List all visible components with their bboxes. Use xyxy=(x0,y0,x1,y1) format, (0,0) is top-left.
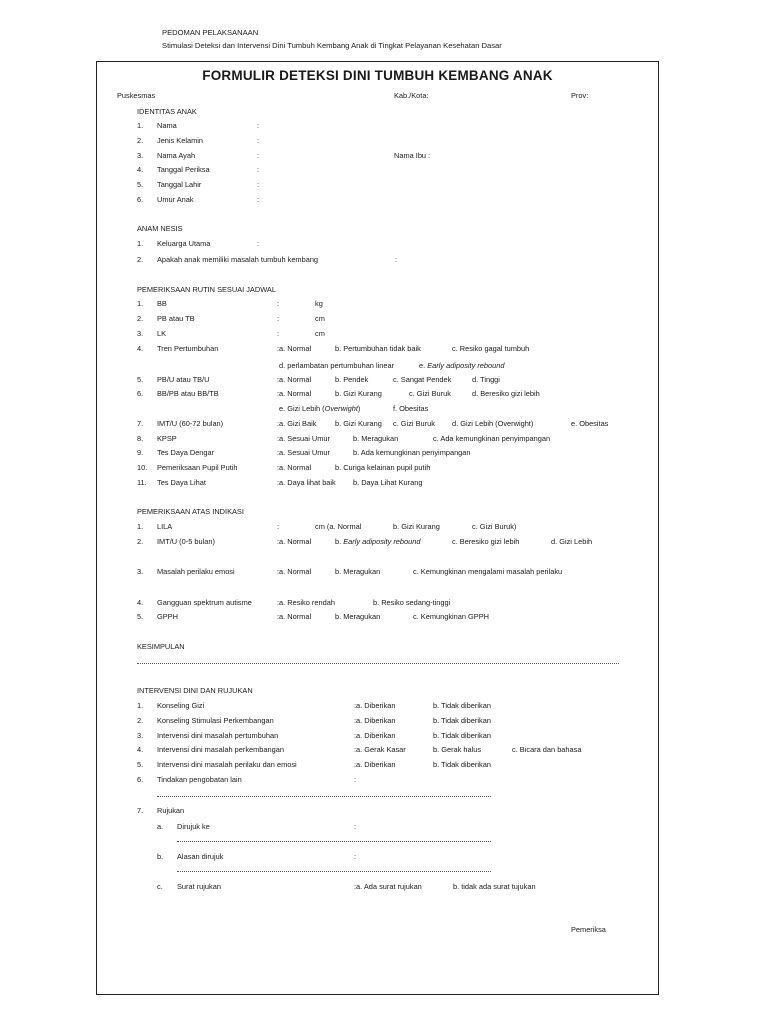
option-d: d. perlambatan pertumbuhan linear xyxy=(279,361,395,370)
option-c: c. Ada kemungkinan penyimpangan xyxy=(433,434,551,443)
option-c: c. Beresiko gizi lebih xyxy=(452,537,520,546)
colon: : xyxy=(257,195,260,204)
intervensi-label-konseling-stimulasi: Konseling Stimulasi Perkembangan xyxy=(157,716,274,725)
rutin-num-1: 1. xyxy=(137,299,144,308)
option-b: b. Tidak diberikan xyxy=(433,716,491,725)
identitas-label-jenis-kelamin: Jenis Kelamin xyxy=(157,136,204,145)
indikasi-num-4: 4. xyxy=(137,598,144,607)
option-c: c. Gizi Buruk xyxy=(409,389,451,398)
rutin-label-kpsp: KPSP xyxy=(157,434,177,443)
colon: : xyxy=(277,314,280,323)
intervensi-heading: INTERVENSI DINI DAN RUJUKAN xyxy=(137,686,253,695)
rujukan-sub-b: b. xyxy=(157,852,164,861)
option-a: :a. Ada surat rujukan xyxy=(354,882,422,891)
anamnesis-heading: ANAM NESIS xyxy=(137,224,183,233)
identitas-num-3: 3. xyxy=(137,151,144,160)
option-a: :a. Normal xyxy=(277,537,312,546)
indikasi-label-imtu: IMT/U (0-5 bulan) xyxy=(157,537,215,546)
option-a: :a. Sesuai Umur xyxy=(277,434,330,443)
intervensi-label-pertumbuhan: Intervensi dini masalah pertumbuhan xyxy=(157,731,279,740)
rutin-num-9: 9. xyxy=(137,448,144,457)
rutin-label-pbu: PB/U atau TB/U xyxy=(157,375,210,384)
indikasi-label-gpph: GPPH xyxy=(157,612,178,621)
colon: : xyxy=(257,136,260,145)
form-title: FORMULIR DETEKSI DINI TUMBUH KEMBANG ANAK xyxy=(202,68,553,83)
tindakan-fill-line[interactable] xyxy=(157,796,491,797)
colon: : xyxy=(277,299,280,308)
option-b: b. Gizi Kurang xyxy=(335,419,382,428)
rutin-label-pupil: Pemeriksaan Pupil Putih xyxy=(157,463,238,472)
intervensi-num-4: 4. xyxy=(137,745,144,754)
option-b: b. Tidak diberikan xyxy=(433,731,491,740)
indikasi-label-perilaku: Masalah perilaku emosi xyxy=(157,567,235,576)
identitas-label-nama: Nama xyxy=(157,121,177,130)
rutin-label-pb-tb: PB atau TB xyxy=(157,314,195,323)
option-b: b. Curiga kelainan pupil putih xyxy=(335,463,431,472)
rujukan-label-dirujuk-ke: Dirujuk ke xyxy=(177,822,210,831)
option-b: b. tidak ada surat tujukan xyxy=(453,882,536,891)
intervensi-num-1: 1. xyxy=(137,701,144,710)
intervensi-label-tindakan: Tindakan pengobatan lain xyxy=(157,775,242,784)
kesimpulan-heading: KESIMPULAN xyxy=(137,642,185,651)
option-e: e. Obesitas xyxy=(571,419,609,428)
kesimpulan-fill-line[interactable] xyxy=(137,663,619,664)
colon: : xyxy=(354,775,357,784)
colon: : xyxy=(354,822,357,831)
colon: : xyxy=(277,329,280,338)
identitas-num-1: 1. xyxy=(137,121,144,130)
option-a: :a. Diberikan xyxy=(354,760,396,769)
option-b: b. Ada kemungkinan penyimpangan xyxy=(353,448,471,457)
intervensi-label-rujukan: Rujukan xyxy=(157,806,185,815)
intervensi-label-perkembangan: Intervensi dini masalah perkembangan xyxy=(157,745,284,754)
rutin-label-lk: LK xyxy=(157,329,167,338)
option-a: :a. Diberikan xyxy=(354,731,396,740)
option-b: b. Daya Lihat Kurang xyxy=(353,478,423,487)
option-c: c. Resiko gagal tumbuh xyxy=(452,344,530,353)
indikasi-num-5: 5. xyxy=(137,612,144,621)
header-line-2: Stimulasi Deteksi dan Intervensi Dini Tumbuh Kembang Anak di Tingkat Pelayanan Kesehatan Dasar xyxy=(162,41,502,50)
option-d: d. Tinggi xyxy=(472,375,500,384)
option-a: :a. Normal xyxy=(277,344,312,353)
intervensi-label-konseling-gizi: Konseling Gizi xyxy=(157,701,205,710)
option-a: :a. Normal xyxy=(277,375,312,384)
intervensi-num-3: 3. xyxy=(137,731,144,740)
rujukan-label-surat: Surat rujukan xyxy=(177,882,221,891)
option-a: :a. Gizi Baik xyxy=(277,419,317,428)
rutin-label-tren: Tren Pertumbuhan xyxy=(157,344,219,353)
option-a: :a. Diberikan xyxy=(354,716,396,725)
identitas-label-tanggal-lahir: Tanggal Lahir xyxy=(157,180,202,189)
option-e: e. Early adiposity rebound xyxy=(419,361,505,370)
rutin-label-bbpb: BB/PB atau BB/TB xyxy=(157,389,219,398)
rujukan-label-alasan: Alasan dirujuk xyxy=(177,852,224,861)
intervensi-num-5: 5. xyxy=(137,760,144,769)
identitas-num-5: 5. xyxy=(137,180,144,189)
rutin-num-11: 11. xyxy=(137,478,147,487)
colon: : xyxy=(257,239,260,248)
anamnesis-label-keluarga: Keluarga Utama xyxy=(157,239,211,248)
option-b: b. Gerak halus xyxy=(433,745,482,754)
option-e: e. Gizi Lebih (Overwight) xyxy=(279,404,361,413)
option-c: c. Gizi Buruk) xyxy=(472,522,517,531)
indikasi-num-2: 2. xyxy=(137,537,144,546)
option-a: :a. Normal xyxy=(277,567,312,576)
anamnesis-label-masalah: Apakah anak memiliki masalah tumbuh kembang xyxy=(157,255,319,264)
option-b: b. Tidak diberikan xyxy=(433,701,491,710)
option-c: c. Kemungkinan mengalami masalah perilaku xyxy=(413,567,563,576)
rujukan-sub-a: a. xyxy=(157,822,164,831)
colon: : xyxy=(257,180,260,189)
intervensi-label-perilaku: Intervensi dini masalah perilaku dan emosi xyxy=(157,760,297,769)
rutin-label-bb: BB xyxy=(157,299,167,308)
colon: : xyxy=(257,165,260,174)
identitas-label-nama-ayah: Nama Ayah xyxy=(157,151,196,160)
option-b: b. Pendek xyxy=(335,375,369,384)
option-a: :a. Normal xyxy=(277,389,312,398)
option-a: :a. Daya lihat baik xyxy=(277,478,336,487)
option-a: :a. Sesuai Umur xyxy=(277,448,330,457)
rutin-num-8: 8. xyxy=(137,434,144,443)
colon: : xyxy=(354,852,357,861)
option-c: c. Bicara dan bahasa xyxy=(512,745,582,754)
rutin-num-4: 4. xyxy=(137,344,144,353)
indikasi-label-lila: LILA xyxy=(157,522,173,531)
option-a: :a. Normal xyxy=(277,463,312,472)
rutin-num-5: 5. xyxy=(137,375,144,384)
prov-label: Prov: xyxy=(571,91,589,100)
indikasi-num-1: 1. xyxy=(137,522,144,531)
nama-ibu-label: Nama Ibu : xyxy=(394,151,431,160)
rutin-num-6: 6. xyxy=(137,389,144,398)
rutin-label-tdl: Tes Daya Lihat xyxy=(157,478,206,487)
rutin-num-7: 7. xyxy=(137,419,144,428)
option-a: :a. Diberikan xyxy=(354,701,396,710)
dirujuk-fill-line[interactable] xyxy=(177,841,491,842)
option-b: b. Meragukan xyxy=(335,567,381,576)
option-b: b. Meragukan xyxy=(353,434,399,443)
pemeriksa-label: Pemeriksa xyxy=(571,925,606,934)
option-f: f. Obesitas xyxy=(393,404,429,413)
option-d: d. Beresiko gizi lebih xyxy=(472,389,540,398)
identitas-heading: IDENTITAS ANAK xyxy=(137,107,197,116)
option-d: d. Gizi Lebih (Overwight) xyxy=(452,419,534,428)
indikasi-num-3: 3. xyxy=(137,567,144,576)
option-a: :a. Resiko rendah xyxy=(277,598,335,607)
rutin-num-10: 10. xyxy=(137,463,148,472)
alasan-fill-line[interactable] xyxy=(177,871,491,872)
puskesmas-label: Puskesmas xyxy=(117,91,156,100)
option-b: b. Pertumbuhan tidak baik xyxy=(335,344,421,353)
intervensi-num-6: 6. xyxy=(137,775,144,784)
identitas-num-2: 2. xyxy=(137,136,144,145)
option-c: c. Sangat Pendek xyxy=(393,375,452,384)
option-a: cm (a. Normal xyxy=(315,522,362,531)
indikasi-heading: PEMERIKSAAN ATAS INDIKASI xyxy=(137,507,244,516)
rujukan-sub-c: c. xyxy=(157,882,163,891)
option-c: c. Gizi Buruk xyxy=(393,419,435,428)
option-b: b. Meragukan xyxy=(335,612,381,621)
option-c: c. Kemungkinan GPPH xyxy=(413,612,489,621)
colon: : xyxy=(395,255,398,264)
option-a: :a. Normal xyxy=(277,612,312,621)
option-a: :a. Gerak Kasar xyxy=(354,745,406,754)
intervensi-num-7: 7. xyxy=(137,806,144,815)
option-d: d. Gizi Lebih xyxy=(551,537,593,546)
unit-kg: kg xyxy=(315,299,323,308)
intervensi-num-2: 2. xyxy=(137,716,144,725)
rutin-num-2: 2. xyxy=(137,314,144,323)
option-b: b. Gizi Kurang xyxy=(335,389,382,398)
identitas-label-tanggal-periksa: Tanggal Periksa xyxy=(157,165,210,174)
anamnesis-num-1: 1. xyxy=(137,239,144,248)
option-b: b. Tidak diberikan xyxy=(433,760,491,769)
unit-cm: cm xyxy=(315,329,325,338)
identitas-num-4: 4. xyxy=(137,165,144,174)
option-b: b. Gizi Kurang xyxy=(393,522,440,531)
indikasi-label-autisme: Gangguan spektrum autisme xyxy=(157,598,252,607)
option-b: b. Early adiposity rebound xyxy=(335,537,421,546)
rutin-label-imtu: IMT/U (60-72 bulan) xyxy=(157,419,224,428)
header-line-1: PEDOMAN PELAKSANAAN xyxy=(162,28,259,37)
unit-cm: cm xyxy=(315,314,325,323)
colon: : xyxy=(257,121,260,130)
rutin-label-tdd: Tes Daya Dengar xyxy=(157,448,215,457)
identitas-label-umur-anak: Umur Anak xyxy=(157,195,194,204)
colon: : xyxy=(257,151,260,160)
identitas-num-6: 6. xyxy=(137,195,144,204)
rutin-heading: PEMERIKSAAN RUTIN SESUAI JADWAL xyxy=(137,285,276,294)
kabkota-label: Kab./Kota: xyxy=(394,91,429,100)
rutin-num-3: 3. xyxy=(137,329,144,338)
option-b: b. Resiko sedang-tinggi xyxy=(373,598,451,607)
anamnesis-num-2: 2. xyxy=(137,255,144,264)
colon: : xyxy=(277,522,280,531)
